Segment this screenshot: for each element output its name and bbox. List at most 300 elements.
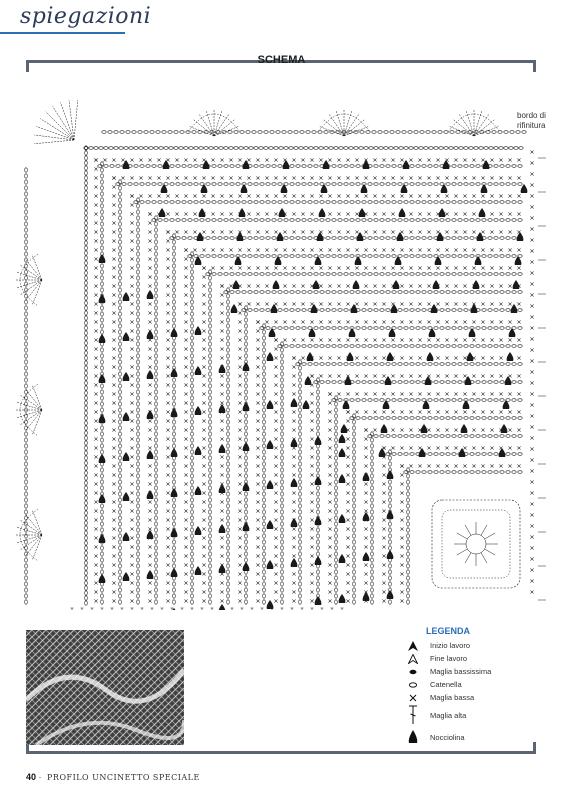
chain-stitch [302,345,306,348]
bobble-stitch [303,400,310,409]
bobble-stitch [99,414,106,423]
single-crochet-stitch [238,590,241,593]
single-crochet-stitch [211,176,214,179]
chain-stitch [506,219,510,222]
chain-stitch [191,438,194,442]
single-crochet-stitch [454,266,457,269]
chain-stitch [290,345,294,348]
chain-stitch [299,498,302,502]
chain-stitch [299,432,302,436]
chain-stitch [464,363,468,366]
chain-stitch [299,588,302,592]
single-crochet-stitch [328,212,331,215]
single-crochet-stitch [418,176,421,179]
single-crochet-stitch [436,374,439,377]
bobble-stitch [203,160,210,169]
chain-stitch [350,255,354,258]
single-crochet-stitch [530,205,533,208]
chain-stitch [410,381,414,384]
chain-stitch [371,462,374,466]
single-crochet-stitch [274,356,277,359]
chain-stitch [299,480,302,484]
double-crochet-stitch [261,608,264,610]
chain-stitch [374,219,378,222]
single-crochet-stitch [238,194,241,197]
single-crochet-stitch [238,509,241,512]
chain-stitch [114,147,118,150]
single-crochet-stitch [292,590,295,593]
chain-stitch [227,492,230,496]
chain-stitch [227,570,230,574]
single-crochet-stitch [530,293,533,296]
chain-stitch [209,564,212,568]
chain-stitch [332,273,336,276]
chain-stitch [258,131,262,134]
chain-stitch [227,468,230,472]
chain-stitch [25,180,28,184]
bobble-stitch [479,208,486,217]
chain-stitch [209,600,212,604]
single-crochet-stitch [256,590,259,593]
chain-stitch [236,219,240,222]
chain-stitch [407,504,410,508]
single-crochet-stitch [202,581,205,584]
chain-stitch [494,237,498,240]
chain-stitch [476,165,480,168]
single-crochet-stitch [148,437,151,440]
chain-stitch [281,498,284,502]
chain-stitch [332,381,336,384]
chain-stitch [386,201,390,204]
single-crochet-stitch [166,572,169,575]
single-crochet-stitch [530,513,533,516]
chain-stitch [209,378,212,382]
chain-stitch [389,576,392,580]
single-crochet-stitch [166,338,169,341]
chain-stitch [209,492,212,496]
chain-stitch [137,570,140,574]
chain-stitch [362,363,366,366]
bobble-stitch [243,160,250,169]
chain-stitch [200,201,204,204]
chain-stitch [317,582,320,586]
chain-stitch [85,191,88,195]
chain-stitch [488,291,492,294]
single-crochet-stitch [530,271,533,274]
chain-stitch [188,165,192,168]
chain-stitch [85,336,88,340]
chain-stitch [101,528,104,532]
single-crochet-stitch [202,455,205,458]
chain-stitch [407,492,410,496]
chain-stitch [320,381,324,384]
bobble-stitch [243,562,250,571]
single-crochet-stitch [112,320,115,323]
single-crochet-stitch [292,302,295,305]
bobble-stitch [427,352,434,361]
chain-stitch [349,147,353,150]
chain-stitch [299,582,302,586]
chain-stitch [137,600,140,604]
chain-stitch [386,165,390,168]
chain-stitch [173,360,176,364]
bobble-stitch [195,566,202,575]
single-crochet-stitch [148,257,151,260]
single-crochet-stitch [238,491,241,494]
chain-stitch [278,327,282,330]
chain-stitch [446,255,450,258]
chain-stitch [482,201,486,204]
single-crochet-stitch [202,158,205,161]
chain-stitch [137,312,140,316]
chain-stitch [422,183,426,186]
chain-stitch [270,131,274,134]
single-crochet-stitch [436,410,439,413]
chain-stitch [245,378,248,382]
single-crochet-stitch [364,248,367,251]
chain-stitch [386,273,390,276]
chain-stitch [440,201,444,204]
chain-stitch [137,420,140,424]
single-crochet-stitch [463,338,466,341]
chain-stitch [25,306,28,310]
chain-stitch [209,348,212,352]
chain-stitch [350,219,354,222]
page-number: 40 [26,772,37,782]
chain-stitch [191,354,194,358]
chain-stitch [101,192,104,196]
single-crochet-stitch [364,230,367,233]
chain-stitch [137,474,140,478]
chain-stitch [191,510,194,514]
single-crochet-stitch [94,437,97,440]
chain-stitch [244,147,248,150]
chain-stitch [263,402,266,406]
single-crochet-stitch [355,338,358,341]
chain-stitch [296,237,300,240]
single-crochet-stitch [328,464,331,467]
chain-stitch [209,498,212,502]
chain-stitch [299,540,302,544]
single-crochet-stitch [382,212,385,215]
chain-stitch [85,291,88,295]
single-crochet-stitch [229,248,232,251]
single-crochet-stitch [130,491,133,494]
chain-stitch [335,486,338,490]
chain-stitch [224,201,228,204]
chain-stitch [137,288,140,292]
chain-stitch [356,417,360,420]
bobble-stitch [291,478,298,487]
single-crochet-stitch [202,518,205,521]
single-crochet-stitch [148,554,151,557]
chain-stitch [263,462,266,466]
chain-stitch [470,255,474,258]
chain-stitch [188,219,192,222]
chain-stitch [191,462,194,466]
chain-stitch [458,435,462,438]
chain-stitch [452,327,456,330]
chain-stitch [332,309,336,312]
chain-stitch [119,468,122,472]
single-crochet-stitch [346,518,349,521]
single-crochet-stitch [346,563,349,566]
single-crochet-stitch [319,338,322,341]
chain-stitch [85,276,88,280]
chain-stitch [476,183,480,186]
single-crochet-stitch [382,320,385,323]
crochet-chart [14,80,554,610]
chain-stitch [506,255,510,258]
chain-stitch [518,363,522,366]
chain-stitch [119,480,122,484]
single-crochet-stitch [463,176,466,179]
single-crochet-stitch [166,545,169,548]
chain-stitch [25,342,28,346]
chain-stitch [209,390,212,394]
chain-stitch [338,219,342,222]
lace-photo-image [26,630,184,745]
chain-stitch [85,541,88,545]
single-crochet-stitch [427,338,430,341]
single-crochet-stitch [400,158,403,161]
chain-stitch [245,582,248,586]
chain-stitch [419,147,423,150]
chain-stitch [450,131,454,134]
chain-stitch [374,345,378,348]
chain-stitch [452,183,456,186]
chain-stitch [85,441,88,445]
chain-stitch [470,345,474,348]
schema-title: SCHEMA [257,54,306,66]
chain-stitch [335,528,338,532]
single-crochet-stitch [530,381,533,384]
chain-stitch [191,594,194,598]
single-crochet-stitch [184,293,187,296]
chain-stitch [119,486,122,490]
single-crochet-stitch [148,158,151,161]
chain-stitch [410,273,414,276]
single-crochet-stitch [94,581,97,584]
chain-stitch [176,237,180,240]
chain-stitch [407,510,410,514]
chain-stitch [518,309,522,312]
single-crochet-stitch [355,356,358,359]
single-crochet-stitch [238,527,241,530]
single-crochet-stitch [238,158,241,161]
chain-stitch [306,131,310,134]
chain-stitch [488,219,492,222]
single-crochet-stitch [481,374,484,377]
outline-arrowhead-icon [404,654,422,664]
single-crochet-stitch [310,320,313,323]
chain-stitch [176,165,180,168]
chain-stitch [85,601,88,605]
legend [404,626,544,748]
chain-stitch [338,327,342,330]
chain-stitch [137,456,140,460]
chain-stitch [25,318,28,322]
chain-stitch [392,417,396,420]
single-crochet-stitch [530,326,533,329]
chain-stitch [155,306,158,310]
chain-stitch [155,522,158,526]
chain-stitch [264,147,268,150]
single-crochet-stitch [409,464,412,467]
chain-stitch [281,582,284,586]
chain-stitch [155,318,158,322]
single-crochet-stitch [220,212,223,215]
chain-stitch [518,417,522,420]
chain-stitch [263,360,266,364]
chain-stitch [227,330,230,334]
single-crochet-stitch [310,509,313,512]
chain-stitch [398,453,402,456]
chain-stitch [389,564,392,568]
single-crochet-stitch [373,356,376,359]
single-crochet-stitch [148,392,151,395]
chain-stitch [119,216,122,220]
chain-stitch [281,576,284,580]
chain-stitch [85,186,88,190]
chain-stitch [422,255,426,258]
bobble-stitch [343,400,350,409]
chain-stitch [25,480,28,484]
chain-stitch [137,390,140,394]
chain-stitch [224,273,228,276]
chain-stitch [192,131,196,134]
single-crochet-stitch [238,545,241,548]
chain-stitch [101,588,104,592]
single-crochet-stitch [130,482,133,485]
chain-stitch [209,558,212,562]
chain-stitch [389,480,392,484]
center-motif-spoke [481,525,487,535]
single-crochet-stitch [94,464,97,467]
single-crochet-stitch [337,338,340,341]
chain-stitch [344,363,348,366]
chain-stitch [119,450,122,454]
single-crochet-stitch [139,176,142,179]
chain-stitch [85,481,88,485]
chain-stitch [518,381,522,384]
single-crochet-stitch [436,176,439,179]
chain-stitch [371,522,374,526]
single-crochet-stitch [274,473,277,476]
edging-fan-ray [474,120,494,136]
chain-stitch [281,486,284,490]
single-crochet-stitch [328,248,331,251]
chain-stitch [302,327,306,330]
single-crochet-stitch [220,545,223,548]
single-crochet-stitch [472,248,475,251]
chain-stitch [155,588,158,592]
single-crochet-stitch [94,572,97,575]
corner-fan-ray [60,102,74,140]
single-crochet-stitch [274,563,277,566]
single-crochet-stitch [130,455,133,458]
single-crochet-stitch [310,536,313,539]
chain-stitch [173,438,176,442]
bobble-stitch [123,572,130,581]
single-crochet-stitch [481,230,484,233]
single-crochet-stitch [499,176,502,179]
chain-stitch [191,366,194,370]
bobble-stitch [339,514,346,523]
single-crochet-stitch [238,455,241,458]
single-crochet-stitch [409,212,412,215]
bobble-stitch [171,528,178,537]
single-crochet-stitch [247,212,250,215]
chain-stitch [404,273,408,276]
single-crochet-stitch [256,599,259,602]
chain-stitch [101,558,104,562]
chain-stitch [407,486,410,490]
chain-stitch [326,273,330,276]
legend-title: LEGENDA [426,626,471,636]
chain-stitch [386,327,390,330]
single-crochet-stitch [364,266,367,269]
single-crochet-stitch [445,212,448,215]
chain-stitch [488,273,492,276]
chain-stitch [101,216,104,220]
chain-stitch [155,390,158,394]
bobble-stitch [315,516,322,525]
single-crochet-stitch [490,158,493,161]
single-crochet-stitch [292,194,295,197]
chain-stitch [416,183,420,186]
single-crochet-stitch [94,347,97,350]
chain-stitch [119,246,122,250]
chain-stitch [392,183,396,186]
chain-stitch [101,276,104,280]
single-crochet-stitch [481,338,484,341]
chain-stitch [371,444,374,448]
chain-stitch [326,237,330,240]
chain-stitch [281,468,284,472]
chain-stitch [137,300,140,304]
chain-stitch [494,147,498,150]
single-crochet-stitch [530,458,533,461]
chain-stitch [440,399,444,402]
single-crochet-stitch [229,212,232,215]
chain-stitch [299,396,302,400]
chain-stitch [137,222,140,226]
chain-stitch [169,147,173,150]
single-crochet-stitch [256,464,259,467]
chain-stitch [458,291,462,294]
single-crochet-stitch [454,320,457,323]
chain-stitch [119,432,122,436]
single-crochet-stitch [517,446,520,449]
chain-stitch [389,522,392,526]
single-crochet-stitch [220,500,223,503]
single-crochet-stitch [400,464,403,467]
chain-stitch [308,237,312,240]
single-crochet-stitch [256,437,259,440]
single-crochet-stitch [301,230,304,233]
chain-stitch [227,432,230,436]
chain-stitch [422,201,426,204]
chain-stitch [350,345,354,348]
chain-stitch [137,540,140,544]
chain-stitch [263,522,266,526]
single-crochet-stitch [373,230,376,233]
chain-stitch [368,399,372,402]
bobble-stitch [469,328,476,337]
single-crochet-stitch [184,581,187,584]
single-crochet-stitch [292,572,295,575]
